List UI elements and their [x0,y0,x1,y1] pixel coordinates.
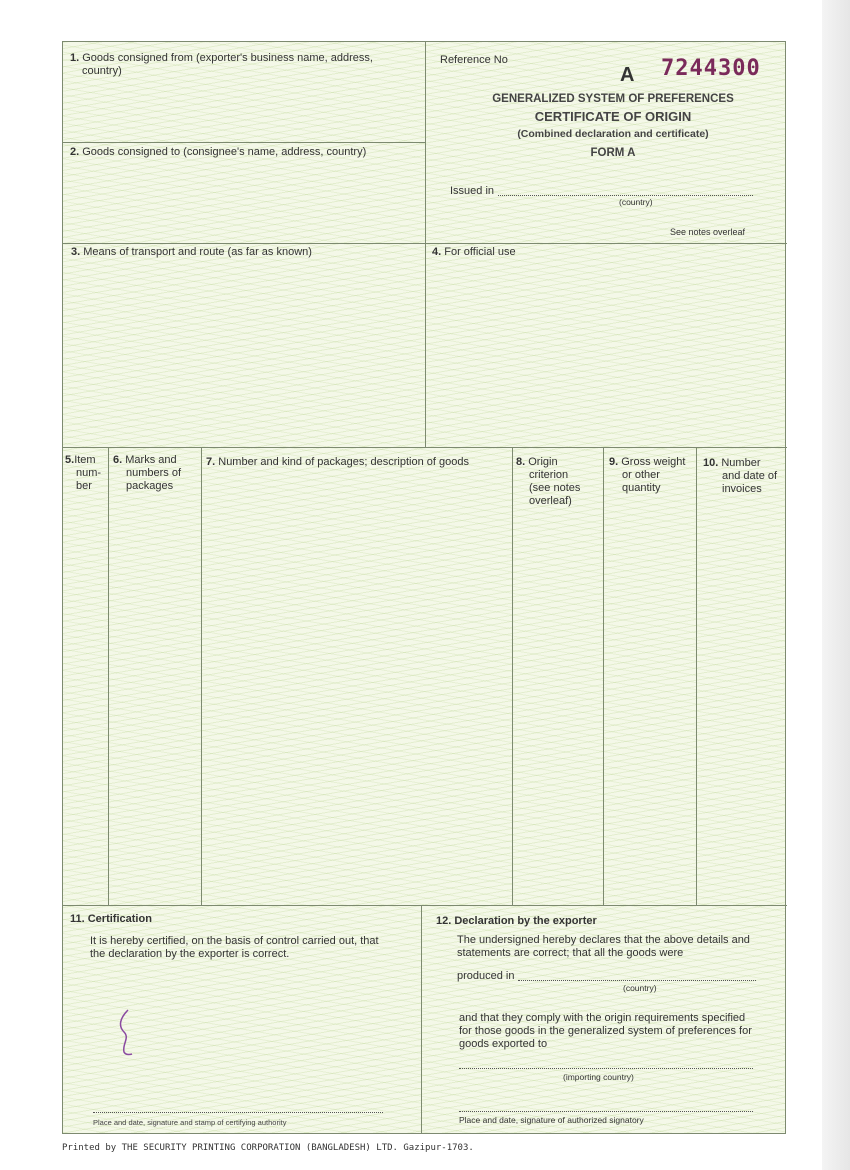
column-10-header: 10. Number and date of invoices [703,457,778,495]
divider-bottom-vertical [421,905,422,1134]
box12-signature-line [459,1111,753,1112]
box2-label: 2. Goods consigned to (consignee's name, address, country) [70,146,367,158]
box4-label: 4. For official use [432,246,516,258]
issued-in-country-caption: (country) [619,197,653,207]
box12-text-5: goods exported to [459,1038,548,1050]
column-divider-9 [696,447,697,905]
divider-box1-box2 [63,142,425,143]
box1-label-cont: country) [82,65,122,77]
column-5-header: 5.Item num- ber [65,454,102,492]
reference-number: 7244300 [661,56,761,81]
see-notes-label: See notes overleaf [670,227,746,237]
column-divider-8 [603,447,604,905]
scan-edge [822,0,850,1170]
box1-label: 1. Goods consigned from (exporter's business name, address, [70,52,373,64]
box12-text-2: statements are correct; that all the goods were [457,947,684,959]
divider-bottom [63,905,787,906]
box12-text-3: and that they comply with the origin requirements specified [459,1012,746,1024]
box3-label: 3. Means of transport and route (as far as known) [71,246,312,258]
column-divider-6 [201,447,202,905]
produced-in-label: produced in [457,970,515,982]
importing-country-dots [459,1068,753,1069]
column-9-header: 9. Gross weight or other quantity [609,456,686,494]
column-7-header: 7. Number and kind of packages; description of goods [206,456,469,468]
produced-in-dots [518,980,756,981]
printer-footer: Printed by THE SECURITY PRINTING CORPORATION (BANGLADESH) LTD. Gazipur-1703. [62,1143,474,1153]
reference-label: Reference No [440,54,508,66]
handwritten-mark [114,1008,140,1058]
divider-top-middle [63,243,787,244]
box11-signature-caption: Place and date, signature and stamp of certifying authority [93,1118,287,1127]
column-divider-5 [108,447,109,905]
issued-in-label: Issued in [450,185,495,197]
header-combined: (Combined declaration and certificate) [517,128,709,140]
box11-title: 11. Certification [70,913,152,925]
box12-title: 12. Declaration by the exporter [436,915,597,927]
box12-signature-caption: Place and date, signature of authorized signatory [459,1115,644,1125]
column-6-header: 6. Marks and numbers of packages [113,454,182,492]
produced-in-country-caption: (country) [623,983,657,993]
column-divider-7 [512,447,513,905]
box12-text-1: The undersigned hereby declares that the above details and [457,934,750,946]
header-form-a: FORM A [590,147,636,159]
column-8-header: 8. Origin criterion (see notes overleaf) [516,456,581,507]
importing-country-caption: (importing country) [563,1072,634,1082]
box11-text-2: the declaration by the exporter is correct. [90,948,290,960]
header-certificate-title: CERTIFICATE OF ORIGIN [534,109,692,124]
reference-series: A [620,64,635,86]
box12-text-4: for those goods in the generalized system of preferences for [459,1025,752,1037]
box11-signature-line [93,1112,383,1113]
certificate-form [62,41,786,1134]
box11-text-1: It is hereby certified, on the basis of control carried out, that [90,935,379,947]
header-gsp: GENERALIZED SYSTEM OF PREFERENCES [492,93,734,105]
divider-goods-header [63,447,787,448]
